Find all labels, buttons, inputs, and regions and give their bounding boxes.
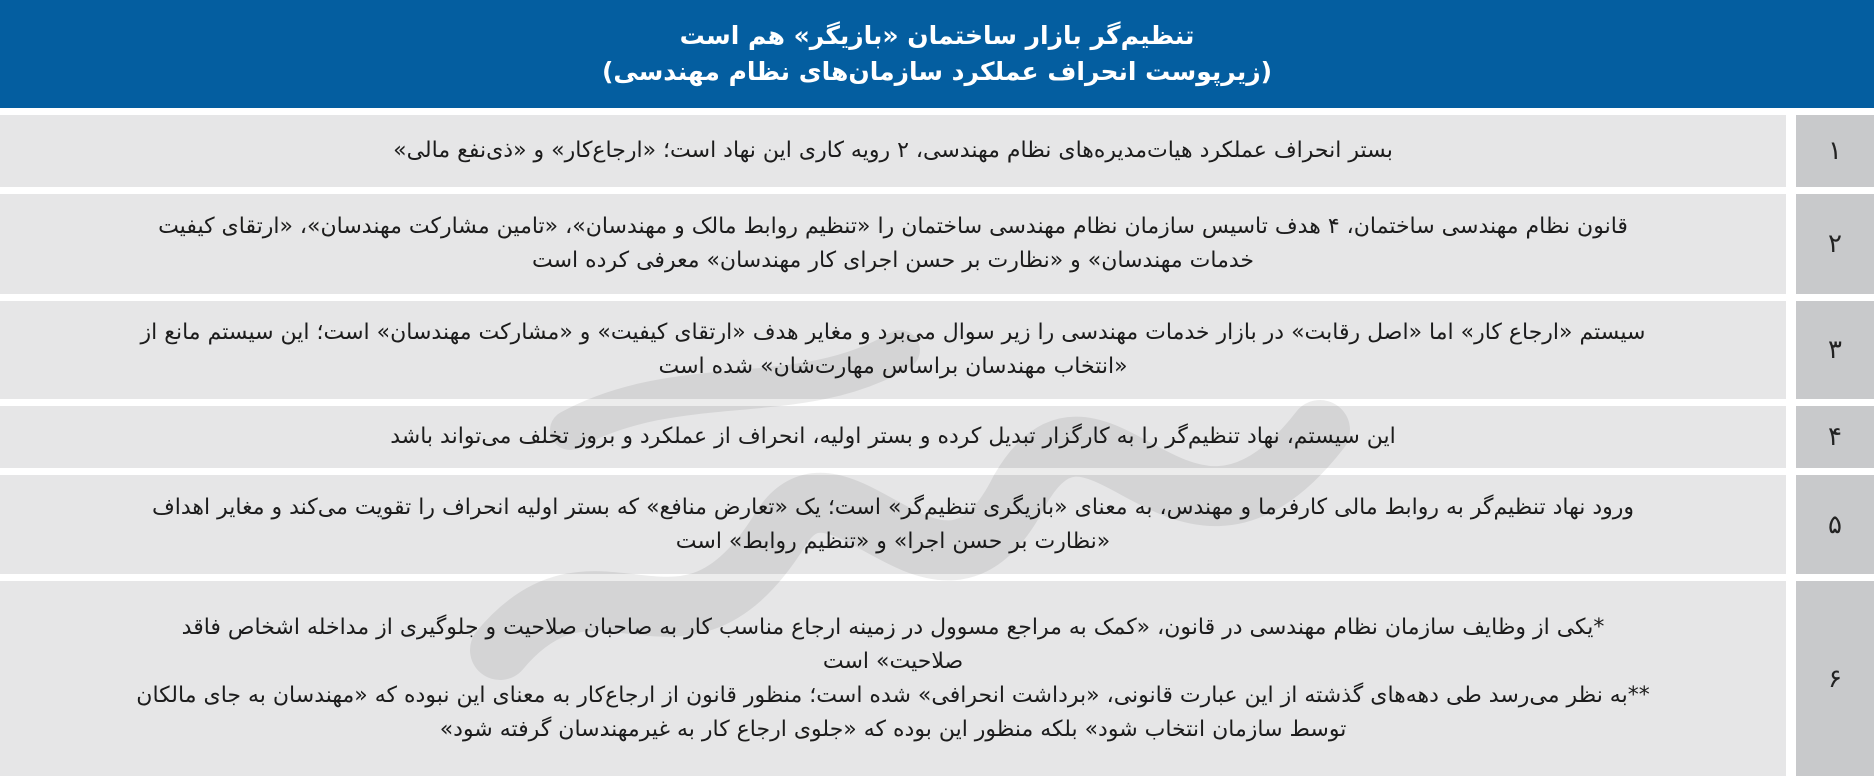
row-text <box>0 581 1786 776</box>
row-text-line: بستر انحراف عملکرد هیات‌مدیره‌های نظام مهندسی، ۲ رویه کاری این نهاد است؛ «ارجاع‌کار» و «ذی‌نفع مالی» <box>393 138 1393 163</box>
row-text-line: صلاحیت» است <box>822 648 964 674</box>
row-text <box>0 301 1786 399</box>
row-text <box>0 115 1786 187</box>
row-text-line: قانون نظام مهندسی ساختمان، ۴ هدف تاسیس سازمان نظام مهندسی ساختمان را «تنظیم روابط مالک و مهندسان»، «تامین مشارکت مهندسان»، «ارتقای کیفیت <box>158 214 1628 239</box>
row-text <box>0 194 1786 294</box>
row-text-line: این سیستم، نهاد تنظیم‌گر را به کارگزار تبدیل کرده و بستر اولیه، انحراف از عملکرد و بروز تخلف می‌تواند باشد <box>390 424 1396 449</box>
row-text-line: *یکی از وظایف سازمان نظام مهندسی در قانون، «کمک به مراجع مسوول در زمینه ارجاع مناسب کار به صاحبان صلاحیت و جلوگیری از مداخله اشخاص فاقد <box>181 614 1605 640</box>
header-subtitle: (زیرپوست انحراف عملکرد سازمان‌های نظام مهندسی) <box>601 57 1273 86</box>
table-row <box>0 406 1874 468</box>
row-text-line: سیستم «ارجاع کار» اما «اصل رقابت» در بازار خدمات مهندسی را زیر سوال می‌برد و مغایر هدف «ارتقای کیفیت» و «مشارکت مهندسان» است؛ این سیستم مانع از <box>140 320 1646 345</box>
table-row <box>0 194 1874 294</box>
row-number: ۶ <box>1796 581 1874 776</box>
header-title: تنظیم‌گر بازار ساختمان «بازیگر» هم است <box>679 21 1195 50</box>
row-text-line: «انتخاب مهندسان براساس مهارت‌شان» شده است <box>658 354 1128 379</box>
table-header <box>0 0 1874 108</box>
row-number: ۴ <box>1796 406 1874 468</box>
row-text-line: توسط سازمان انتخاب شود» بلکه منظور این بوده که «جلوی ارجاع کار به غیرمهندسان گرفته شود» <box>439 716 1347 742</box>
row-text-line: **به نظر می‌رسد طی دهه‌های گذشته از این عبارت قانونی، «برداشت انحرافی» شده است؛ منظور قانون از ارجاع‌کار به معنای این نبوده که «مهندسان به جای مالکان <box>136 682 1650 708</box>
row-number: ۲ <box>1796 194 1874 294</box>
table-row <box>0 301 1874 399</box>
row-text-line: «نظارت بر حسن اجرا» و «تنظیم روابط» است <box>675 528 1111 554</box>
table-row <box>0 475 1874 574</box>
row-text-line: خدمات مهندسان» و «نظارت بر حسن اجرای کار مهندسان» معرفی کرده است <box>532 248 1254 273</box>
row-number: ۱ <box>1796 115 1874 187</box>
row-number: ۵ <box>1796 475 1874 574</box>
table-row <box>0 581 1874 776</box>
row-text <box>0 475 1786 574</box>
row-number: ۳ <box>1796 301 1874 399</box>
row-text <box>0 406 1786 468</box>
table-row <box>0 115 1874 187</box>
row-text-line: ورود نهاد تنظیم‌گر به روابط مالی کارفرما و مهندس، به معنای «بازیگری تنظیم‌گر» است؛ یک «تعارض منافع» که بستر اولیه انحراف را تقویت می‌کند و مغایر اهداف <box>151 494 1635 520</box>
